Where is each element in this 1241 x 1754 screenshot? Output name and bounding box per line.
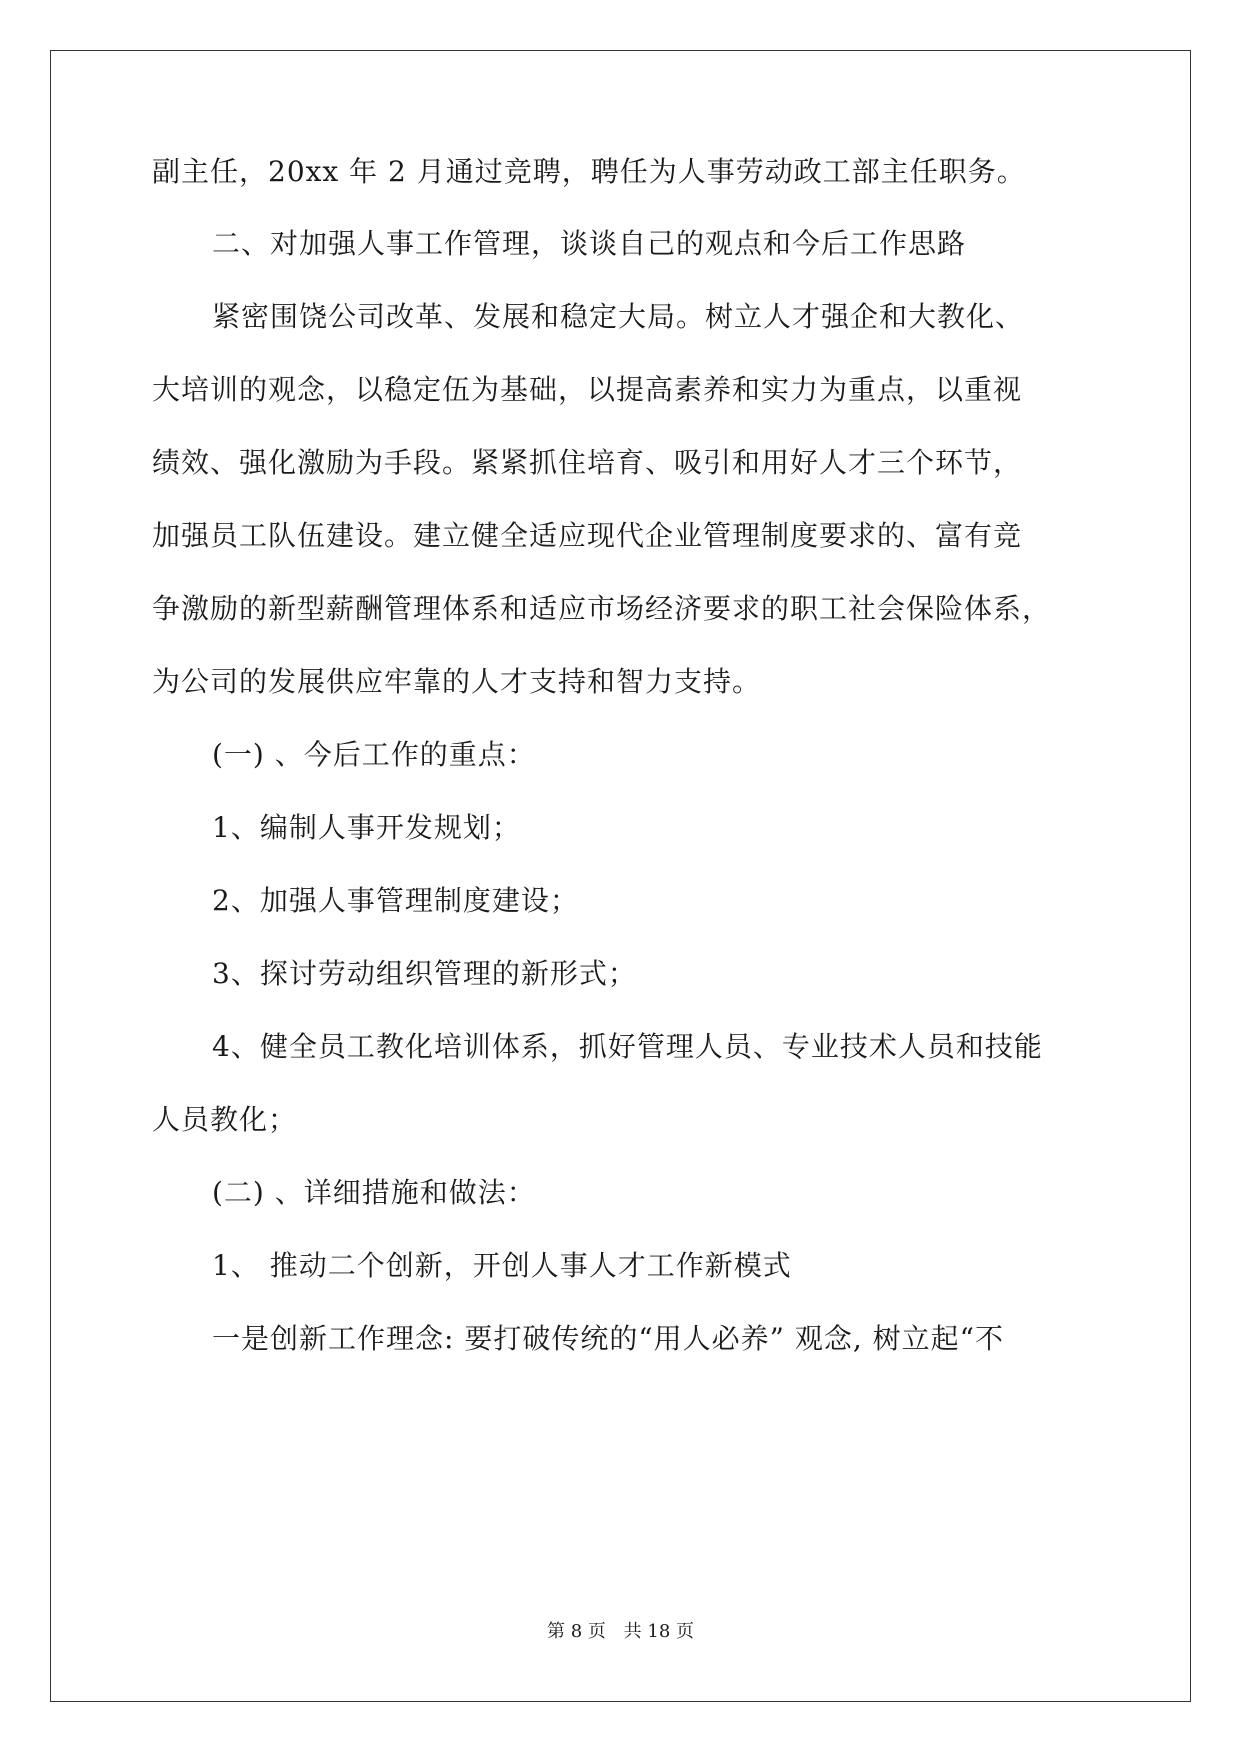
text-line: 紧密围饶公司改革、发展和稳定大局。树立人才强企和大教化、 — [212, 300, 1025, 333]
page-footer — [0, 1620, 1241, 1644]
list-item: 1、 推动二个创新，开创人事人才工作新模式 — [212, 1249, 792, 1282]
section-heading: 二、对加强人事工作管理，谈谈自己的观点和今后工作思路 — [212, 227, 967, 260]
subsection-heading: (二) 、详细措施和做法： — [212, 1176, 536, 1209]
list-item: 4、健全员工教化培训体系，抓好管理人员、专业技术人员和技能 — [212, 1030, 1043, 1063]
list-item: 2、加强人事管理制度建设； — [212, 884, 579, 917]
text-line: 为公司的发展供应牢靠的人才支持和智力支持。 — [152, 665, 762, 698]
page-total: 共 18 页 — [623, 1621, 694, 1642]
subsection-heading: (一) 、今后工作的重点： — [212, 738, 536, 771]
text-line: 副主任，20xx 年 2 月通过竞聘，聘任为人事劳动政工部主任职务。 — [152, 155, 1026, 188]
text-line: 一是创新工作理念: 要打破传统的“用人必养” 观念, 树立起“不 — [212, 1322, 1004, 1355]
text-line: 加强员工队伍建设。建立健全适应现代企业管理制度要求的、富有竞 — [152, 519, 1023, 552]
text-line: 人员教化； — [152, 1103, 298, 1136]
text-line: 大培训的观念，以稳定伍为基础，以提高素养和实力为重点，以重视 — [152, 373, 1023, 406]
text-line: 绩效、强化激励为手段。紧紧抓住培育、吸引和用好人才三个环节， — [152, 446, 1023, 479]
text-line: 争激励的新型薪酬管理体系和适应市场经济要求的职工社会保险体系， — [152, 592, 1052, 625]
list-item: 3、探讨劳动组织管理的新形式； — [212, 957, 637, 990]
list-item: 1、编制人事开发规划； — [212, 811, 521, 844]
page-number: 第 8 页 — [547, 1621, 606, 1642]
